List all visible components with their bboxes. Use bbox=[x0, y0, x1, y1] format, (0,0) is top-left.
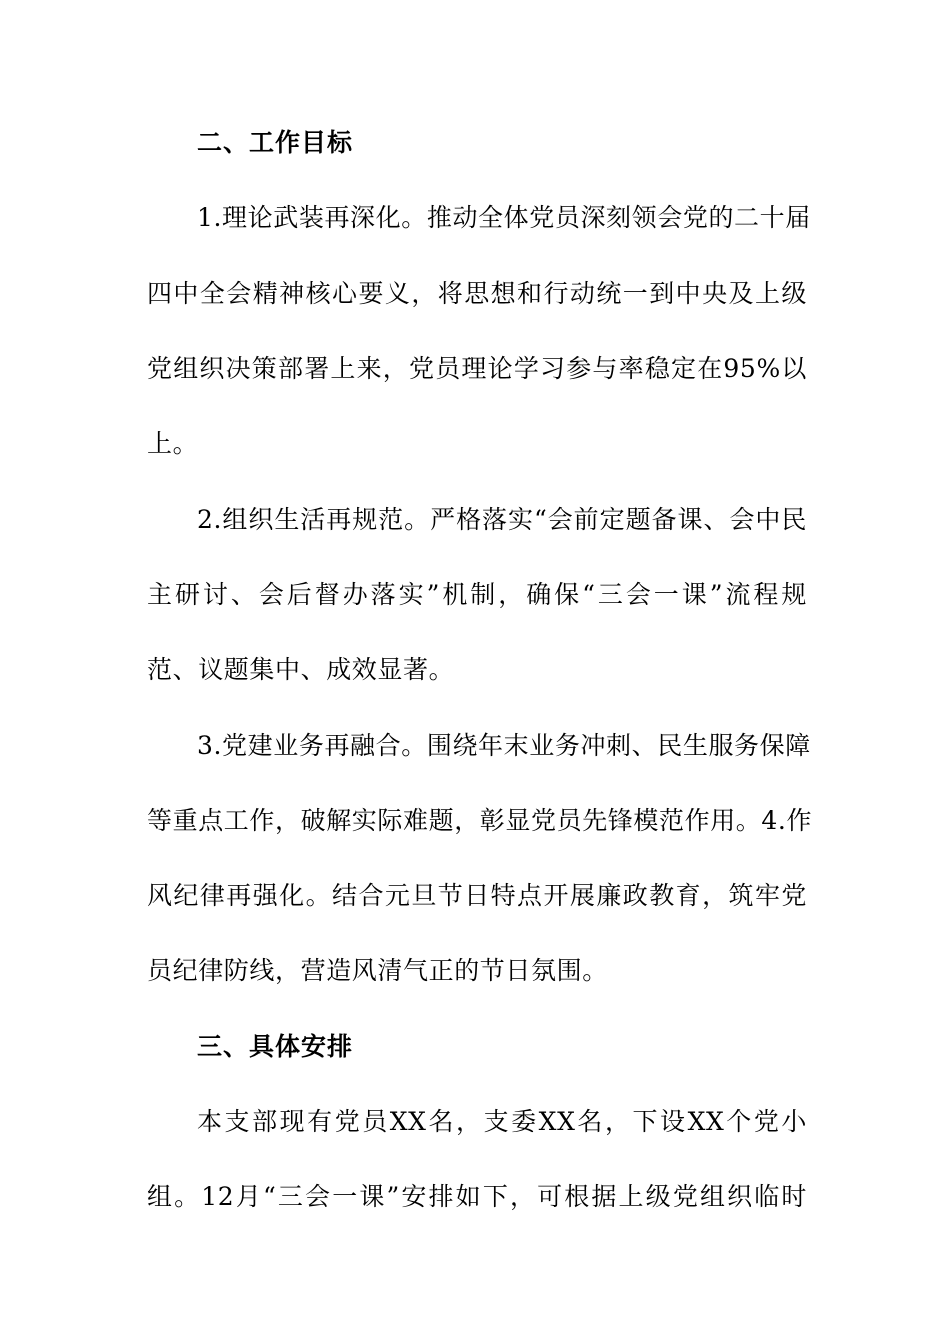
paragraph-line: 主研讨、会后督办落实”机制，确保“三会一课”流程规 bbox=[147, 580, 807, 609]
paragraph-line: 四中全会精神核心要义，将思想和行动统一到中央及上级 bbox=[147, 279, 807, 308]
paragraph-line: 组。12月“三会一课”安排如下，可根据上级党组织临时 bbox=[147, 1182, 807, 1211]
paragraph-line: 上。 bbox=[147, 429, 199, 458]
paragraph-line: 范、议题集中、成效显著。 bbox=[147, 655, 455, 684]
paragraph-line: 风纪律再强化。结合元旦节日特点开展廉政教育，筑牢党 bbox=[147, 881, 807, 910]
paragraph-line: 等重点工作，破解实际难题，彰显党员先锋模范作用。4.作 bbox=[147, 806, 813, 835]
section-heading-arrangements: 三、具体安排 bbox=[197, 1032, 354, 1061]
section-heading-work-goals: 二、工作目标 bbox=[197, 128, 354, 157]
paragraph-line: 本支部现有党员XX名，支委XX名，下设XX个党小 bbox=[197, 1107, 807, 1136]
paragraph-line: 2.组织生活再规范。严格落实“会前定题备课、会中民 bbox=[197, 505, 807, 534]
paragraph-line: 党组织决策部署上来，党员理论学习参与率稳定在95%以 bbox=[147, 354, 807, 383]
paragraph-line: 1.理论武装再深化。推动全体党员深刻领会党的二十届 bbox=[197, 203, 811, 232]
paragraph-line: 3.党建业务再融合。围绕年末业务冲刺、民生服务保障 bbox=[197, 731, 811, 760]
paragraph-line: 员纪律防线，营造风清气正的节日氛围。 bbox=[147, 956, 608, 985]
